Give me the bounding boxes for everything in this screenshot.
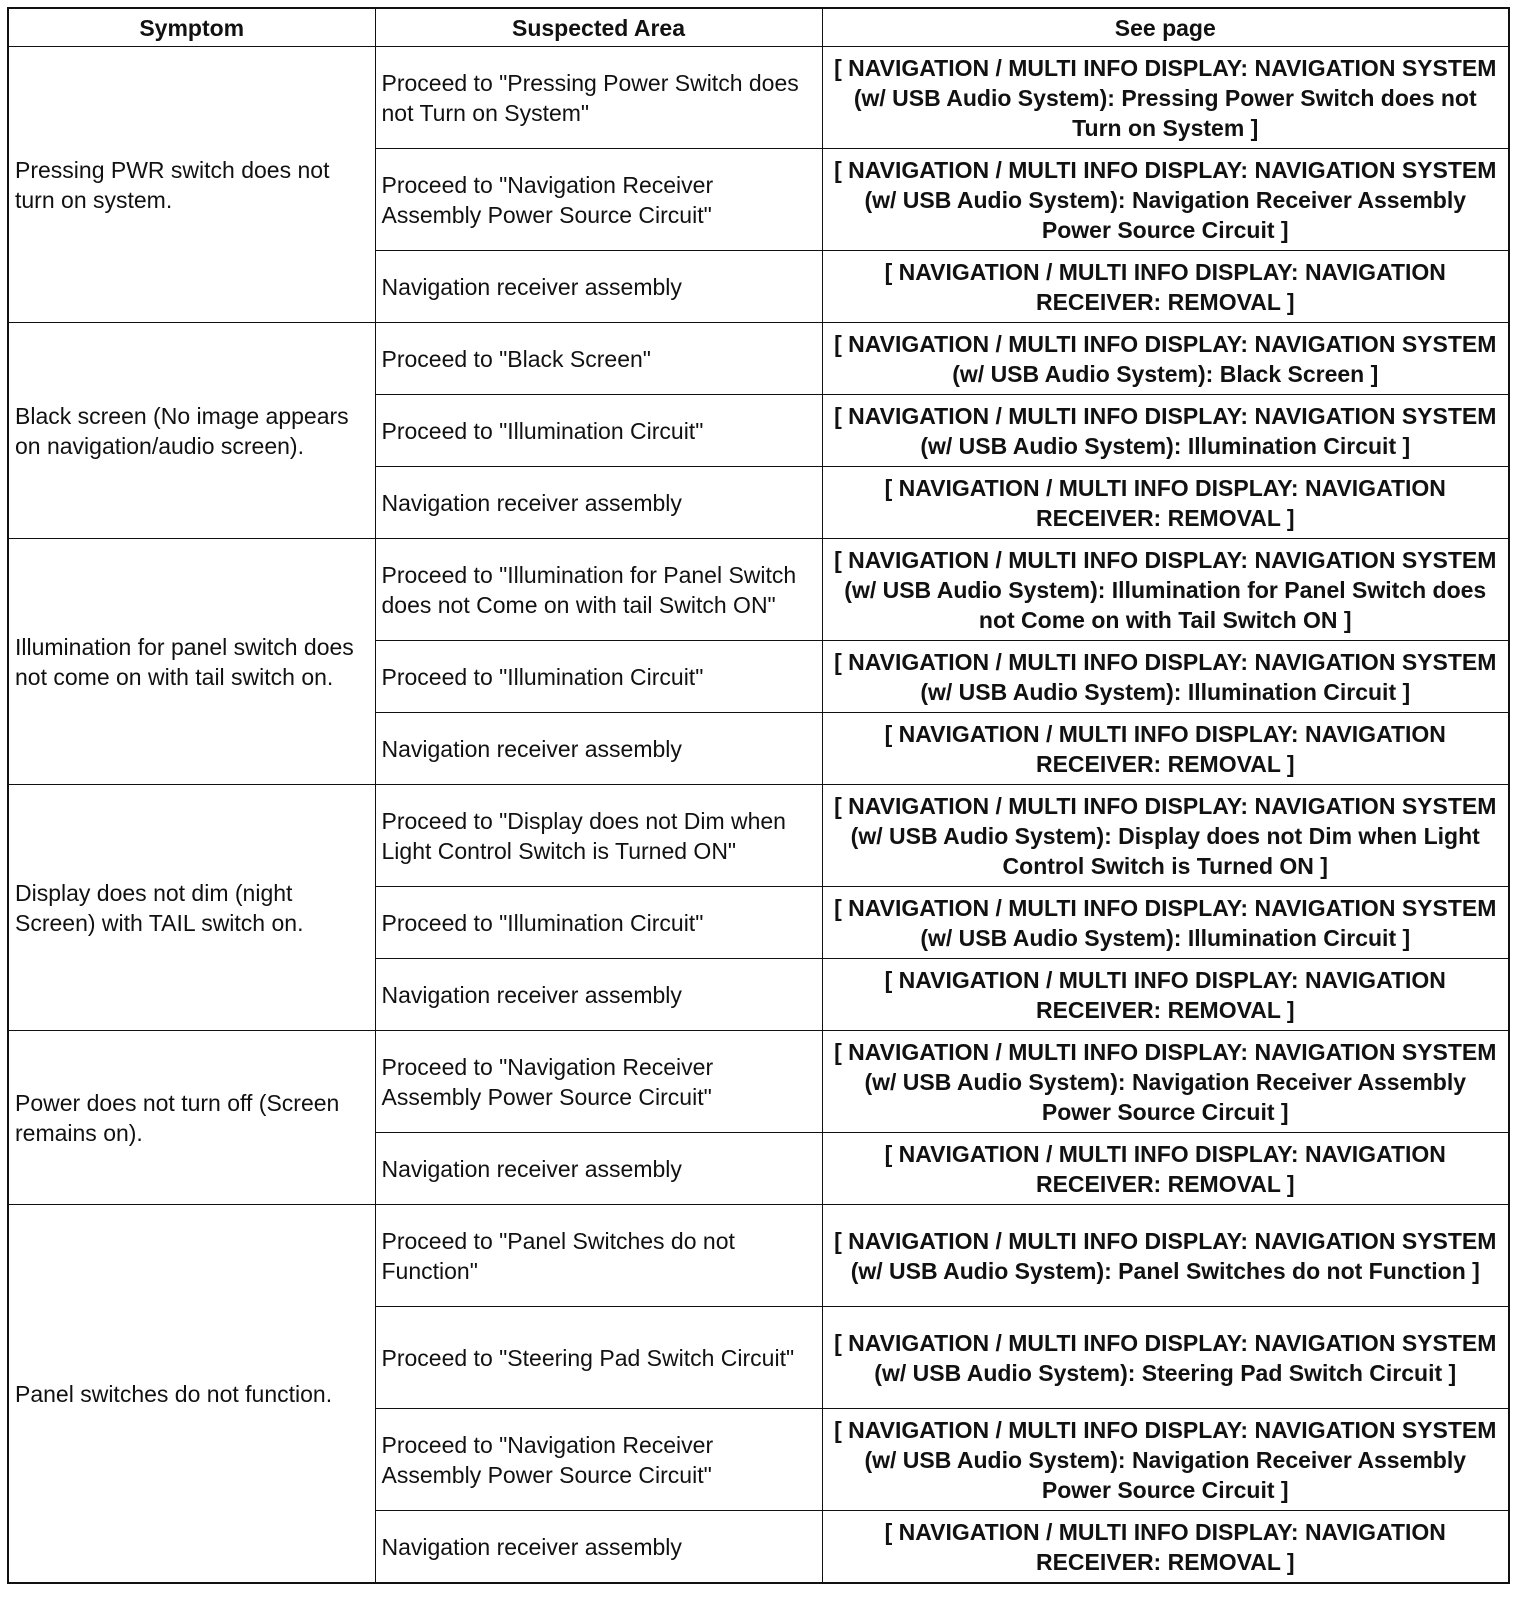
table-row (8, 785, 1509, 887)
suspected-area-cell: Proceed to "Navigation Receiver Assembly Power Source Circuit" (375, 1031, 822, 1133)
see-page-link[interactable]: [ NAVIGATION / MULTI INFO DISPLAY: NAVIGATION SYSTEM (w/ USB Audio System): Navigation Receiver Assembly Power Source Circuit ] (822, 149, 1509, 251)
table-row (8, 1031, 1509, 1133)
see-page-link[interactable]: [ NAVIGATION / MULTI INFO DISPLAY: NAVIGATION RECEIVER: REMOVAL ] (822, 467, 1509, 539)
see-page-link[interactable]: [ NAVIGATION / MULTI INFO DISPLAY: NAVIGATION SYSTEM (w/ USB Audio System): Steering Pad Switch Circuit ] (822, 1307, 1509, 1409)
header-symptom: Symptom (8, 8, 375, 47)
table-row (8, 323, 1509, 395)
symptom-cell: Power does not turn off (Screen remains on). (8, 1031, 375, 1205)
see-page-link[interactable]: [ NAVIGATION / MULTI INFO DISPLAY: NAVIGATION SYSTEM (w/ USB Audio System): Illumination Circuit ] (822, 641, 1509, 713)
symptom-cell: Panel switches do not function. (8, 1205, 375, 1584)
see-page-link[interactable]: [ NAVIGATION / MULTI INFO DISPLAY: NAVIGATION SYSTEM (w/ USB Audio System): Panel Switches do not Function ] (822, 1205, 1509, 1307)
see-page-link[interactable]: [ NAVIGATION / MULTI INFO DISPLAY: NAVIGATION RECEIVER: REMOVAL ] (822, 1511, 1509, 1584)
suspected-area-cell: Proceed to "Illumination for Panel Switch does not Come on with tail Switch ON" (375, 539, 822, 641)
suspected-area-cell: Proceed to "Steering Pad Switch Circuit" (375, 1307, 822, 1409)
header-suspected-area: Suspected Area (375, 8, 822, 47)
symptom-cell: Illumination for panel switch does not come on with tail switch on. (8, 539, 375, 785)
suspected-area-cell: Navigation receiver assembly (375, 467, 822, 539)
symptom-cell: Pressing PWR switch does not turn on system. (8, 47, 375, 323)
suspected-area-cell: Proceed to "Navigation Receiver Assembly Power Source Circuit" (375, 1409, 822, 1511)
suspected-area-cell: Navigation receiver assembly (375, 251, 822, 323)
suspected-area-cell: Proceed to "Navigation Receiver Assembly Power Source Circuit" (375, 149, 822, 251)
see-page-link[interactable]: [ NAVIGATION / MULTI INFO DISPLAY: NAVIGATION SYSTEM (w/ USB Audio System): Display does not Dim when Light Control Switch is Turned ON ] (822, 785, 1509, 887)
suspected-area-cell: Proceed to "Illumination Circuit" (375, 887, 822, 959)
symptom-cell: Black screen (No image appears on navigation/audio screen). (8, 323, 375, 539)
see-page-link[interactable]: [ NAVIGATION / MULTI INFO DISPLAY: NAVIGATION SYSTEM (w/ USB Audio System): Navigation Receiver Assembly Power Source Circuit ] (822, 1031, 1509, 1133)
suspected-area-cell: Navigation receiver assembly (375, 959, 822, 1031)
see-page-link[interactable]: [ NAVIGATION / MULTI INFO DISPLAY: NAVIGATION RECEIVER: REMOVAL ] (822, 959, 1509, 1031)
see-page-link[interactable]: [ NAVIGATION / MULTI INFO DISPLAY: NAVIGATION RECEIVER: REMOVAL ] (822, 251, 1509, 323)
table-row (8, 1205, 1509, 1307)
header-row (8, 8, 1509, 47)
suspected-area-cell: Proceed to "Black Screen" (375, 323, 822, 395)
suspected-area-cell: Proceed to "Display does not Dim when Light Control Switch is Turned ON" (375, 785, 822, 887)
suspected-area-cell: Proceed to "Panel Switches do not Function" (375, 1205, 822, 1307)
see-page-link[interactable]: [ NAVIGATION / MULTI INFO DISPLAY: NAVIGATION SYSTEM (w/ USB Audio System): Illumination for Panel Switch does not Come on with Tail Switch ON ] (822, 539, 1509, 641)
see-page-link[interactable]: [ NAVIGATION / MULTI INFO DISPLAY: NAVIGATION SYSTEM (w/ USB Audio System): Pressing Power Switch does not Turn on System ] (822, 47, 1509, 149)
suspected-area-cell: Proceed to "Pressing Power Switch does not Turn on System" (375, 47, 822, 149)
suspected-area-cell: Navigation receiver assembly (375, 713, 822, 785)
suspected-area-cell: Proceed to "Illumination Circuit" (375, 395, 822, 467)
table-row (8, 539, 1509, 641)
symptom-cell: Display does not dim (night Screen) with TAIL switch on. (8, 785, 375, 1031)
header-see-page: See page (822, 8, 1509, 47)
table-row (8, 47, 1509, 149)
see-page-link[interactable]: [ NAVIGATION / MULTI INFO DISPLAY: NAVIGATION SYSTEM (w/ USB Audio System): Black Screen ] (822, 323, 1509, 395)
suspected-area-cell: Proceed to "Illumination Circuit" (375, 641, 822, 713)
see-page-link[interactable]: [ NAVIGATION / MULTI INFO DISPLAY: NAVIGATION SYSTEM (w/ USB Audio System): Navigation Receiver Assembly Power Source Circuit ] (822, 1409, 1509, 1511)
see-page-link[interactable]: [ NAVIGATION / MULTI INFO DISPLAY: NAVIGATION SYSTEM (w/ USB Audio System): Illumination Circuit ] (822, 887, 1509, 959)
see-page-link[interactable]: [ NAVIGATION / MULTI INFO DISPLAY: NAVIGATION RECEIVER: REMOVAL ] (822, 713, 1509, 785)
see-page-link[interactable]: [ NAVIGATION / MULTI INFO DISPLAY: NAVIGATION SYSTEM (w/ USB Audio System): Illumination Circuit ] (822, 395, 1509, 467)
symptom-table (7, 7, 1510, 1584)
suspected-area-cell: Navigation receiver assembly (375, 1511, 822, 1584)
suspected-area-cell: Navigation receiver assembly (375, 1133, 822, 1205)
see-page-link[interactable]: [ NAVIGATION / MULTI INFO DISPLAY: NAVIGATION RECEIVER: REMOVAL ] (822, 1133, 1509, 1205)
